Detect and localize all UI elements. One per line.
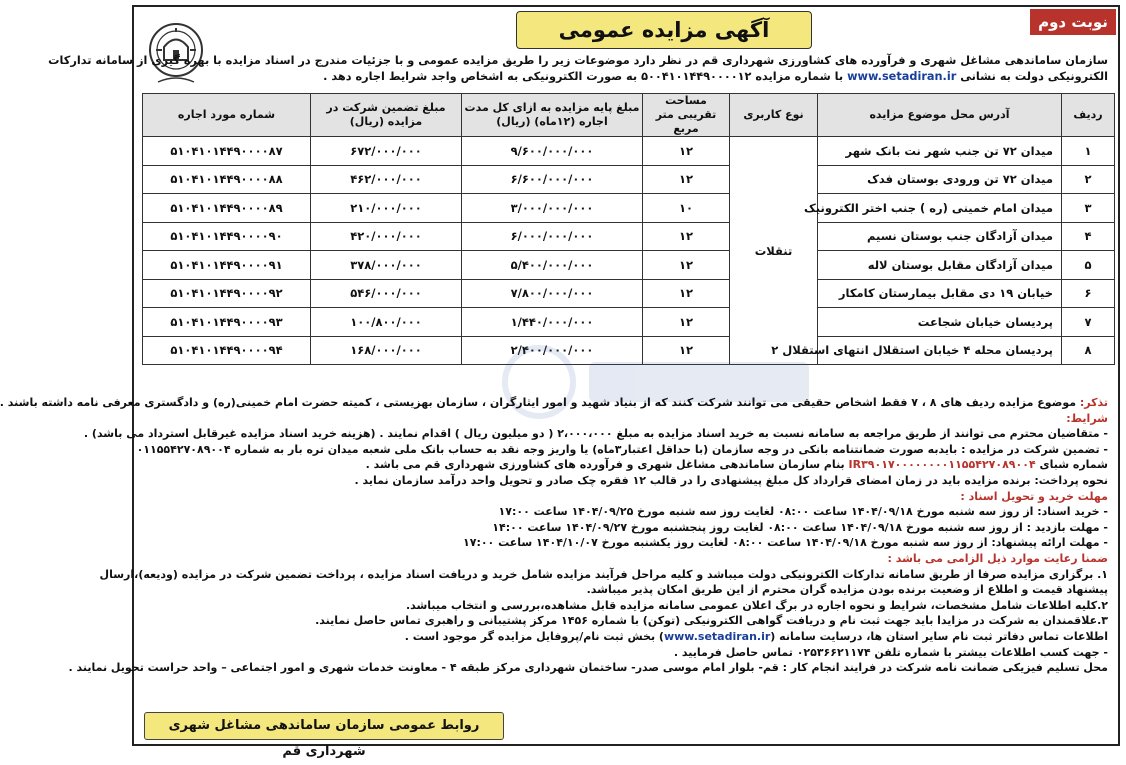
requirement-1b: پیشنهاد قیمت و اطلاع از وضعیت برنده بودن مزایده گران محترم از این طریق امکان پذیر میباشد. bbox=[586, 583, 1108, 597]
round-badge: نوبت دوم bbox=[1030, 9, 1116, 35]
intro-line-2-end: با شماره مزایده ۵۰۰۴۱۰۱۴۴۹۰۰۰۰۱۲ به صورت الکترونیکی به اشخاص واجد شرایط اجاره دهد . bbox=[323, 70, 844, 83]
row-area: ۱۲ bbox=[643, 308, 730, 337]
header-guarantee: مبلغ تضمین شرکت در مزایده (ریال) bbox=[311, 94, 462, 137]
note-reminder bbox=[0, 395, 1108, 411]
setadiran-link[interactable]: www.setadiran.ir bbox=[847, 70, 957, 83]
auction-table bbox=[142, 93, 1115, 365]
row-area: ۱۰ bbox=[643, 194, 730, 223]
table-row bbox=[143, 194, 1115, 223]
usage-cell: تنقلات bbox=[730, 137, 818, 365]
table-header-row bbox=[143, 94, 1115, 137]
requirement-3: ۳.علاقمندان به شرکت در مزایدا باید جهت ثبت نام و دریافت گواهی الکترونیکی (توکن) با شماره ۱۴۵۶ مرکز پشتیبانی و راهبری تماس حاصل نمایند. bbox=[315, 614, 1108, 628]
header-address: آدرس محل موضوع مزایده bbox=[818, 94, 1062, 137]
row-address: میدان ۷۲ تن ورودی بوستان فدک bbox=[818, 165, 1062, 194]
row-area: ۱۲ bbox=[643, 336, 730, 365]
intro-line-1: سازمان ساماندهی مشاغل شهری و فرآورده های کشاورزی شهرداری قم در نظر دارد موضوعات زیر را طریق مزایده عمومی و با جزئیات مندرج در اسناد مزایده با بهره گیری از سامانه تدارکات bbox=[48, 54, 1108, 67]
row-number: ۱ bbox=[1062, 137, 1115, 166]
requirement-4-start: اطلاعات تماس دفاتر ثبت نام سایر استان ها، درسایت سامانه ( bbox=[770, 629, 1108, 643]
condition-1: - متقاضیان محترم می توانند از طریق مراجعه به سامانه نسبت به خرید اسناد مزایده به مبلغ ۲،۰۰۰،۰۰۰ ( دو میلیون ریال ) اقدام نمایند . (هزینه خرید اسناد مزایده غیرقابل استرداد می باشد) . bbox=[83, 427, 1108, 441]
row-base-price: ۶/۶۰۰/۰۰۰/۰۰۰ bbox=[462, 165, 643, 194]
footer-public-relations: روابط عمومی سازمان ساماندهی مشاغل شهری شهرداری قم bbox=[144, 712, 504, 740]
row-number: ۶ bbox=[1062, 279, 1115, 308]
row-lease-number: ۵۱۰۴۱۰۱۴۴۹۰۰۰۰۹۲ bbox=[143, 279, 311, 308]
row-lease-number: ۵۱۰۴۱۰۱۴۴۹۰۰۰۰۹۰ bbox=[143, 222, 311, 251]
row-guarantee: ۵۴۶/۰۰۰/۰۰۰ bbox=[311, 279, 462, 308]
header-lease-number: شماره مورد اجاره bbox=[143, 94, 311, 137]
condition-3 bbox=[144, 457, 1108, 473]
table-row bbox=[143, 308, 1115, 337]
row-guarantee: ۱۰۰/۸۰۰/۰۰۰ bbox=[311, 308, 462, 337]
requirement-4 bbox=[144, 629, 1108, 645]
row-base-price: ۵/۴۰۰/۰۰۰/۰۰۰ bbox=[462, 251, 643, 280]
row-number: ۴ bbox=[1062, 222, 1115, 251]
condition-2: - تضمین شرکت در مزایده : بایدبه صورت ضمانتنامه بانکی در وجه سازمان (با حداقل اعتبار۳ماه) یا واریز وجه نقد به حساب بانک ملی شعبه میدان تره بار به شماره ۰۱۱۵۵۴۲۷۰۸۹۰۰۴ bbox=[136, 442, 1108, 456]
condition-3-start: شماره شبای bbox=[1039, 458, 1108, 472]
condition-3-end: بنام سازمان ساماندهی مشاغل شهری و فرآورده های کشاورزی شهرداری قم می باشد . bbox=[365, 458, 845, 472]
table-row bbox=[143, 279, 1115, 308]
row-number: ۵ bbox=[1062, 251, 1115, 280]
table-row bbox=[143, 336, 1115, 365]
row-address: پردیسان خیابان شجاعت bbox=[818, 308, 1062, 337]
requirement-2: ۲.کلیه اطلاعات شامل مشخصات، شرایط و نحوه اجاره در برگ اعلان عمومی سامانه مزایده قابل مشاهده،بررسی و انتخاب میباشد. bbox=[405, 598, 1108, 612]
row-guarantee: ۴۲۰/۰۰۰/۰۰۰ bbox=[311, 222, 462, 251]
header-area: مساحت تقریبی متر مربع bbox=[643, 94, 730, 137]
notes-section bbox=[0, 395, 1108, 676]
conditions-heading: شرایط: bbox=[1066, 411, 1108, 425]
row-base-price: ۷/۸۰۰/۰۰۰/۰۰۰ bbox=[462, 279, 643, 308]
row-area: ۱۲ bbox=[643, 165, 730, 194]
row-address: میدان آزادگان جنب بوستان نسیم bbox=[818, 222, 1062, 251]
row-guarantee: ۶۷۲/۰۰۰/۰۰۰ bbox=[311, 137, 462, 166]
header-row-number: ردیف bbox=[1062, 94, 1115, 137]
row-lease-number: ۵۱۰۴۱۰۱۴۴۹۰۰۰۰۹۳ bbox=[143, 308, 311, 337]
row-number: ۲ bbox=[1062, 165, 1115, 194]
row-lease-number: ۵۱۰۴۱۰۱۴۴۹۰۰۰۰۸۷ bbox=[143, 137, 311, 166]
row-lease-number: ۵۱۰۴۱۰۱۴۴۹۰۰۰۰۸۹ bbox=[143, 194, 311, 223]
table-row bbox=[143, 222, 1115, 251]
row-guarantee: ۳۷۸/۰۰۰/۰۰۰ bbox=[311, 251, 462, 280]
intro-line-2 bbox=[208, 69, 1108, 85]
deadline-offer: - مهلت ارائه پیشنهاد: از روز سه شنبه مورخ ۱۴۰۴/۰۹/۱۸ ساعت ۰۸:۰۰ لغایت روز یکشنبه مورخ ۱۴۰۴/۱۰/۰۷ ساعت ۱۷:۰۰ bbox=[463, 536, 1108, 550]
payment-method: نحوه پرداخت: برنده مزایده باید در زمان امضای قرارداد کل مبلغ پیشنهادی را در قالب ۱۲ فقره چک صادر و تحویل واحد درآمد سازمان نماید . bbox=[354, 473, 1108, 487]
requirements-heading: ضمنا رعایت موارد ذیل الزامی می باشد : bbox=[887, 551, 1108, 565]
row-number: ۷ bbox=[1062, 308, 1115, 337]
row-area: ۱۲ bbox=[643, 222, 730, 251]
row-lease-number: ۵۱۰۴۱۰۱۴۴۹۰۰۰۰۹۱ bbox=[143, 251, 311, 280]
row-address: میدان امام خمینی (ره ) جنب اختر الکترونیک bbox=[818, 194, 1062, 223]
row-area: ۱۲ bbox=[643, 137, 730, 166]
row-base-price: ۳/۰۰۰/۰۰۰/۰۰۰ bbox=[462, 194, 643, 223]
reminder-text: موضوع مزایده ردیف های ۸ ، ۷ فقط اشخاص حقیقی می توانند شرکت کنند که از بنیاد شهید و امور ایثارگران ، سازمان بهزیستی ، کمیته حضرت امام خمینی(ره) و دادگستری معرفی نامه داشته باشند . bbox=[0, 396, 1077, 409]
row-guarantee: ۲۱۰/۰۰۰/۰۰۰ bbox=[311, 194, 462, 223]
notice-frame bbox=[0, 5, 1120, 759]
row-lease-number: ۵۱۰۴۱۰۱۴۴۹۰۰۰۰۹۴ bbox=[143, 336, 311, 365]
row-address: پردیسان محله ۴ خیابان استقلال انتهای استقلال ۲ bbox=[818, 336, 1062, 365]
intro-line-2-start: الکترونیکی دولت به نشانی bbox=[960, 70, 1108, 83]
row-area: ۱۲ bbox=[643, 251, 730, 280]
deadlines-heading: مهلت خرید و تحویل اسناد : bbox=[960, 489, 1108, 503]
iban-number: IR۳۹۰۱۷۰۰۰۰۰۰۰۰۱۱۵۵۴۲۷۰۸۹۰۰۴ bbox=[848, 458, 1036, 472]
row-lease-number: ۵۱۰۴۱۰۱۴۴۹۰۰۰۰۸۸ bbox=[143, 165, 311, 194]
row-base-price: ۲/۴۰۰/۰۰۰/۰۰۰ bbox=[462, 336, 643, 365]
row-base-price: ۹/۶۰۰/۰۰۰/۰۰۰ bbox=[462, 137, 643, 166]
delivery-location: محل تسلیم فیزیکی ضمانت نامه شرکت در فرایند انجام کار : قم- بلوار امام موسی صدر- ساختمان شهرداری مرکز طبقه ۴ - معاونت خدمات شهری و امور اجتماعی – واحد حراست تحویل نمایند . bbox=[68, 661, 1108, 675]
deadline-purchase: - خرید اسناد: از روز سه شنبه مورخ ۱۴۰۴/۰۹/۱۸ ساعت ۰۸:۰۰ لغایت روز سه شنبه مورخ ۱۴۰۴/۰۹/۲۵ ساعت ۱۷:۰۰ bbox=[498, 505, 1108, 519]
setadiran-link-2[interactable]: www.setadiran.ir bbox=[663, 629, 771, 643]
deadline-visit: - مهلت بازدید : از روز سه شنبه مورخ ۱۴۰۴/۰۹/۱۸ ساعت ۰۸:۰۰ لغایت روز پنجشنبه مورخ ۱۴۰۴/۰۹/۲۷ ساعت ۱۴:۰۰ bbox=[492, 520, 1108, 534]
requirement-1a: ۱. برگزاری مزایده صرفا از طریق سامانه تدارکات الکترونیکی دولت میباشد و کلیه مراحل فرآیند مزایده شامل خرید و دریافت اسناد مزایده ، پرداخت تضمین شرکت در مزایده (ودیعه)،ارسال bbox=[99, 567, 1108, 581]
table-row bbox=[143, 165, 1115, 194]
contact-info: - جهت کسب اطلاعات بیشتر با شماره تلفن ۰۲۵۳۶۶۲۱۱۷۴ تماس حاصل فرمایید . bbox=[673, 645, 1108, 659]
row-address: میدان ۷۲ تن جنب شهر نت بانک شهر bbox=[818, 137, 1062, 166]
table-row bbox=[143, 137, 1115, 166]
row-base-price: ۶/۰۰۰/۰۰۰/۰۰۰ bbox=[462, 222, 643, 251]
row-guarantee: ۱۶۸/۰۰۰/۰۰۰ bbox=[311, 336, 462, 365]
header-usage: نوع کاربری bbox=[730, 94, 818, 137]
row-address: میدان آزادگان مقابل بوستان لاله bbox=[818, 251, 1062, 280]
row-base-price: ۱/۴۴۰/۰۰۰/۰۰۰ bbox=[462, 308, 643, 337]
row-number: ۳ bbox=[1062, 194, 1115, 223]
row-address: خیابان ۱۹ دی مقابل بیمارستان کامکار bbox=[818, 279, 1062, 308]
requirement-4-end: ) بخش ثبت نام/پروفایل مزایده گر موجود است . bbox=[404, 629, 664, 643]
reminder-label: تذکر: bbox=[1079, 396, 1108, 409]
intro-paragraph bbox=[48, 53, 1108, 85]
row-number: ۸ bbox=[1062, 336, 1115, 365]
notice-title: آگهی مزایده عمومی bbox=[516, 11, 812, 49]
row-area: ۱۲ bbox=[643, 279, 730, 308]
header-base-price: مبلغ پایه مزایده به ازای کل مدت اجاره (۱۲ماه) (ریال) bbox=[462, 94, 643, 137]
row-guarantee: ۴۶۲/۰۰۰/۰۰۰ bbox=[311, 165, 462, 194]
table-row bbox=[143, 251, 1115, 280]
